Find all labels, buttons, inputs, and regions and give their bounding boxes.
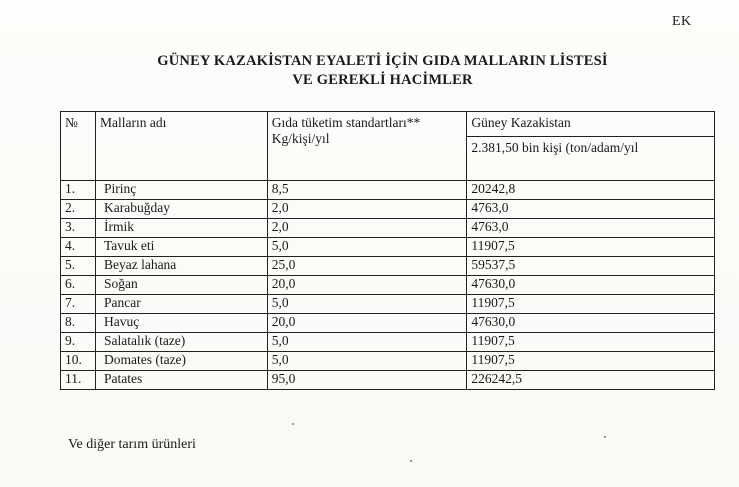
row-product-name: Pirinç	[95, 181, 267, 200]
title-line-2: VE GEREKLİ HACİMLER	[292, 72, 473, 88]
row-number: 7.	[61, 295, 96, 314]
row-required-volume: 4763,0	[467, 219, 715, 238]
table-row	[61, 333, 715, 352]
row-product-name: Havuç	[95, 314, 267, 333]
row-required-volume: 11907,5	[467, 333, 715, 352]
row-number: 1.	[61, 181, 96, 200]
row-product-name: Salatalık (taze)	[95, 333, 267, 352]
header-no: №	[61, 112, 96, 181]
row-product-name: Beyaz lahana	[95, 257, 267, 276]
food-goods-table	[60, 111, 715, 390]
row-product-name: Pancar	[95, 295, 267, 314]
row-number: 10.	[61, 352, 96, 371]
row-consumption-standard: 5,0	[267, 333, 467, 352]
row-product-name: Karabuğday	[95, 200, 267, 219]
row-consumption-standard: 5,0	[267, 352, 467, 371]
scan-speck	[410, 460, 412, 462]
row-consumption-standard: 2,0	[267, 219, 467, 238]
table-row	[61, 276, 715, 295]
row-consumption-standard: 2,0	[267, 200, 467, 219]
table-row	[61, 181, 715, 200]
footer-note: Ve diğer tarım ürünleri	[68, 437, 196, 452]
scan-speck	[292, 423, 294, 425]
table-row	[61, 219, 715, 238]
row-number: 5.	[61, 257, 96, 276]
scan-speck	[604, 436, 606, 438]
row-product-name: Soğan	[95, 276, 267, 295]
row-consumption-standard: 20,0	[267, 276, 467, 295]
header-population: 2.381,50 bin kişi (ton/adam/yıl	[467, 137, 715, 181]
row-required-volume: 20242,8	[467, 181, 715, 200]
row-number: 4.	[61, 238, 96, 257]
row-required-volume: 11907,5	[467, 352, 715, 371]
row-product-name: Patates	[95, 371, 267, 390]
row-required-volume: 47630,0	[467, 314, 715, 333]
header-row	[61, 112, 715, 137]
table-row	[61, 295, 715, 314]
row-consumption-standard: 8,5	[267, 181, 467, 200]
document-title	[120, 52, 645, 90]
row-number: 2.	[61, 200, 96, 219]
table-row	[61, 371, 715, 390]
row-product-name: Domates (taze)	[95, 352, 267, 371]
row-number: 11.	[61, 371, 96, 390]
row-consumption-standard: 5,0	[267, 238, 467, 257]
table-row	[61, 352, 715, 371]
row-product-name: İrmik	[95, 219, 267, 238]
row-number: 6.	[61, 276, 96, 295]
row-product-name: Tavuk eti	[95, 238, 267, 257]
row-consumption-standard: 20,0	[267, 314, 467, 333]
row-number: 8.	[61, 314, 96, 333]
row-number: 3.	[61, 219, 96, 238]
row-required-volume: 47630,0	[467, 276, 715, 295]
table-row	[61, 200, 715, 219]
row-number: 9.	[61, 333, 96, 352]
table-row	[61, 314, 715, 333]
row-consumption-standard: 25,0	[267, 257, 467, 276]
header-region: Güney Kazakistan	[467, 112, 715, 137]
row-required-volume: 59537,5	[467, 257, 715, 276]
table-row	[61, 238, 715, 257]
header-name: Malların adı	[95, 112, 267, 181]
header-standard: Gıda tüketim standartları** Kg/kişi/yıl	[267, 112, 467, 181]
row-required-volume: 226242,5	[467, 371, 715, 390]
row-required-volume: 4763,0	[467, 200, 715, 219]
row-consumption-standard: 5,0	[267, 295, 467, 314]
table-row	[61, 257, 715, 276]
title-line-1: GÜNEY KAZAKİSTAN EYALETİ İÇİN GIDA MALLARIN LİSTESİ	[157, 53, 608, 69]
row-required-volume: 11907,5	[467, 295, 715, 314]
row-required-volume: 11907,5	[467, 238, 715, 257]
annex-label: EK	[672, 14, 692, 29]
row-consumption-standard: 95,0	[267, 371, 467, 390]
